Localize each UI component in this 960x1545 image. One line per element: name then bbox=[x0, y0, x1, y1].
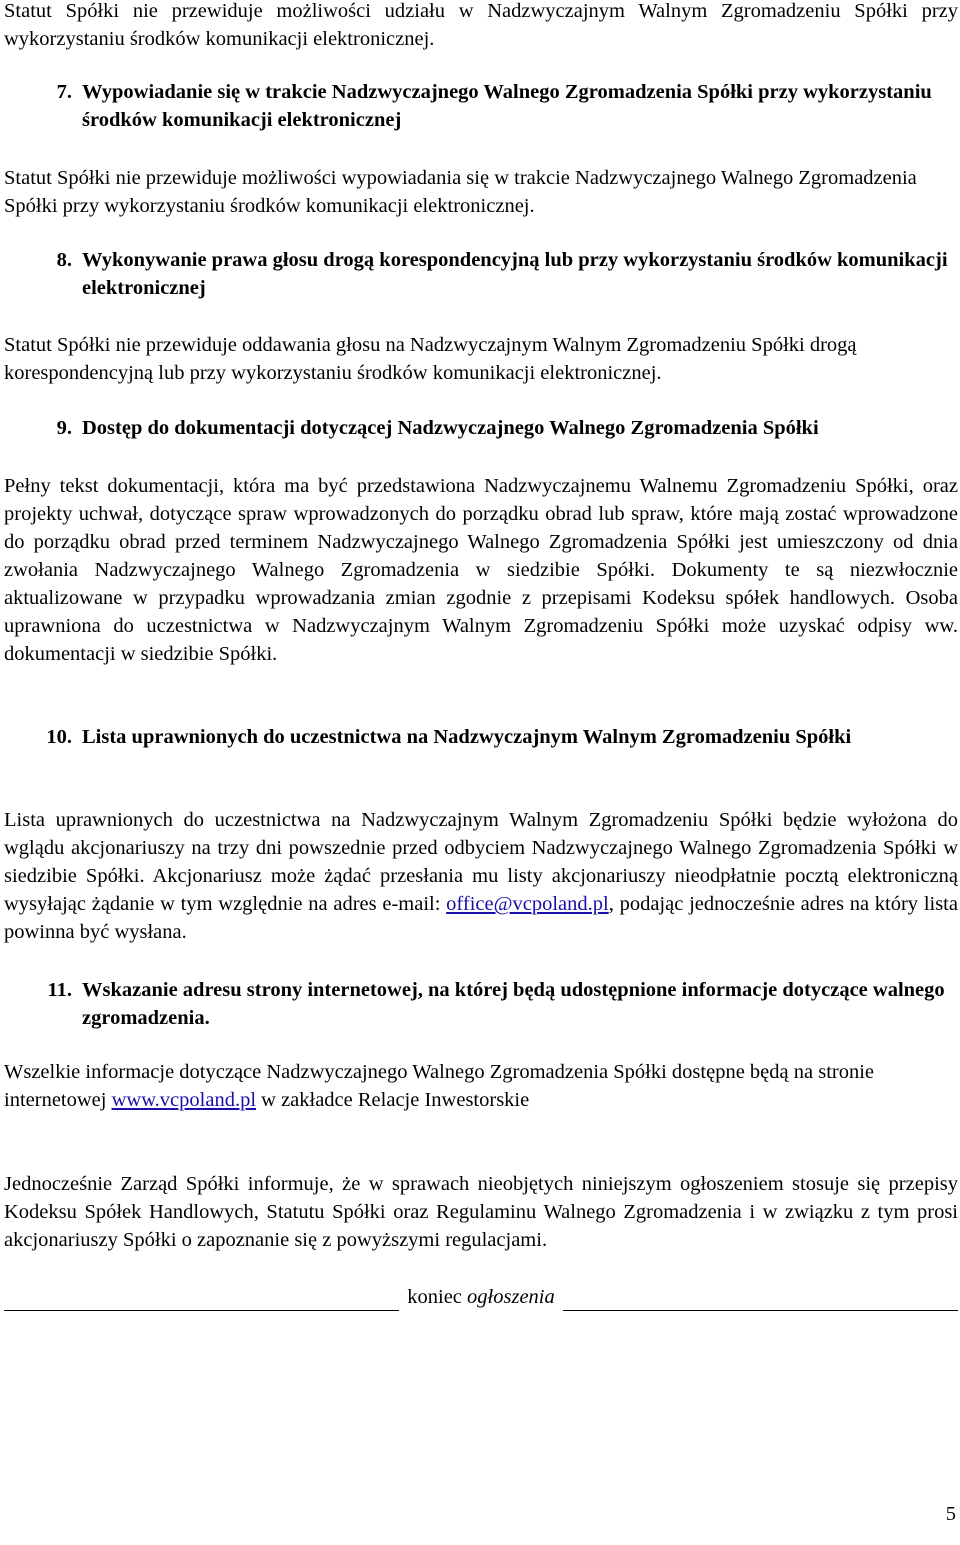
section-7-body: Statut Spółki nie przewiduje możliwości wypowiadania się w trakcie Nadzwyczajnego Walnego Zgromadzenia Spółki przy wykorzystaniu środków komunikacji elektronicznej. bbox=[4, 167, 917, 217]
closing-word-italic: ogłoszenia bbox=[467, 1286, 555, 1308]
closing-line bbox=[4, 1283, 958, 1311]
section-title: Dostęp do dokumentacji dotyczącej Nadzwyczajnego Walnego Zgromadzenia Spółki bbox=[82, 417, 819, 439]
section-8-body: Statut Spółki nie przewiduje oddawania głosu na Nadzwyczajnym Walnym Zgromadzeniu Spółki drogą korespondencyjną lub przy wykorzystaniu środków komunikacji elektronicznej. bbox=[4, 334, 857, 384]
section-11-heading bbox=[0, 976, 958, 1032]
section-title: Wykonywanie prawa głosu drogą korespondencyjną lub przy wykorzystaniu środków komunikacji elektronicznej bbox=[82, 249, 948, 299]
section-11-text-before: Wszelkie informacje dotyczące Nadzwyczajnego Walnego Zgromadzenia Spółki dostępne będą na stronie internetowej bbox=[4, 1061, 875, 1111]
section-title: Wskazanie adresu strony internetowej, na której będą udostępnione informacje dotyczące walnego zgromadzenia. bbox=[82, 979, 945, 1029]
section-number: 7. bbox=[56, 81, 72, 103]
email-link[interactable]: office@vcpoland.pl bbox=[446, 893, 609, 915]
website-link[interactable]: www.vcpoland.pl bbox=[111, 1089, 257, 1111]
right-rule bbox=[563, 1291, 958, 1311]
closing-text bbox=[399, 1283, 562, 1311]
section-8-heading bbox=[0, 246, 958, 302]
section-number: 9. bbox=[56, 417, 72, 439]
section-number: 11. bbox=[47, 979, 72, 1001]
final-note-paragraph: Jednocześnie Zarząd Spółki informuje, że w sprawach nieobjętych niniejszym ogłoszeniem stosuje się przepisy Kodeksu Spółek Handlowych, Statutu Spółki oraz Regulaminu Walnego Zgromadzenia i w związku z tym prosi akcjonariuszy Spółki o zapoznanie się z powyższymi regulacjami. bbox=[4, 1173, 958, 1251]
section-9-heading bbox=[0, 414, 958, 442]
section-10-body bbox=[4, 806, 958, 946]
section-9-body: Pełny tekst dokumentacji, która ma być przedstawiona Nadzwyczajnemu Walnemu Zgromadzeniu Spółki, oraz projekty uchwał, dotyczące spraw wprowadzonych do porządku obrad lub spraw, które mają zostać wprowadzone do porządku obrad przed terminem Nadzwyczajnego Walnego Zgromadzenia Spółki jest umieszczony od dnia zwołania Nadzwyczajnego Walnego Zgromadzenia w siedzibie Spółki. Dokumenty te są niezwłocznie aktualizowane w przypadku wprowadzania zmian zgodnie z przepisami Kodeksu spółek handlowych. Osoba uprawniona do uczestnictwa w Nadzwyczajnym Walnym Zgromadzeniu Spółki może uzyskać odpisy ww. dokumentacji w siedzibie Spółki. bbox=[4, 475, 958, 665]
section-title: Lista uprawnionych do uczestnictwa na Nadzwyczajnym Walnym Zgromadzeniu Spółki bbox=[82, 726, 852, 748]
section-number: 10. bbox=[46, 726, 72, 748]
section-title: Wypowiadanie się w trakcie Nadzwyczajnego Walnego Zgromadzenia Spółki przy wykorzystaniu środków komunikacji elektronicznej bbox=[82, 81, 932, 131]
section-10-text-after: , podając jednocześnie adres na który lista powinna być wysłana. bbox=[4, 893, 958, 943]
section-11-text-after: w zakładce Relacje Inwestorskie bbox=[256, 1089, 530, 1111]
section-11-body bbox=[4, 1058, 958, 1114]
closing-word: koniec bbox=[407, 1286, 462, 1308]
section-10-text-before: Lista uprawnionych do uczestnictwa na Nadzwyczajnym Walnym Zgromadzeniu Spółki będzie wyłożona do wglądu akcjonariuszy na trzy dni powszednie przed odbyciem Nadzwyczajnego Walnego Zgromadzenia Spółki w siedzibie Spółki. Akcjonariusz może żądać przesłania mu listy akcjonariuszy nieodpłatnie pocztą elektroniczną wysyłając żądanie w tym względnie na adres e-mail: bbox=[4, 809, 958, 915]
section-10-heading bbox=[0, 723, 958, 751]
left-rule bbox=[4, 1291, 399, 1311]
section-7-heading bbox=[0, 78, 958, 134]
intro-paragraph: Statut Spółki nie przewiduje możliwości udziału w Nadzwyczajnym Walnym Zgromadzeniu Spółki przy wykorzystaniu środków komunikacji elektronicznej. bbox=[4, 0, 958, 50]
page-number: 5 bbox=[945, 1503, 956, 1525]
section-number: 8. bbox=[56, 249, 72, 271]
